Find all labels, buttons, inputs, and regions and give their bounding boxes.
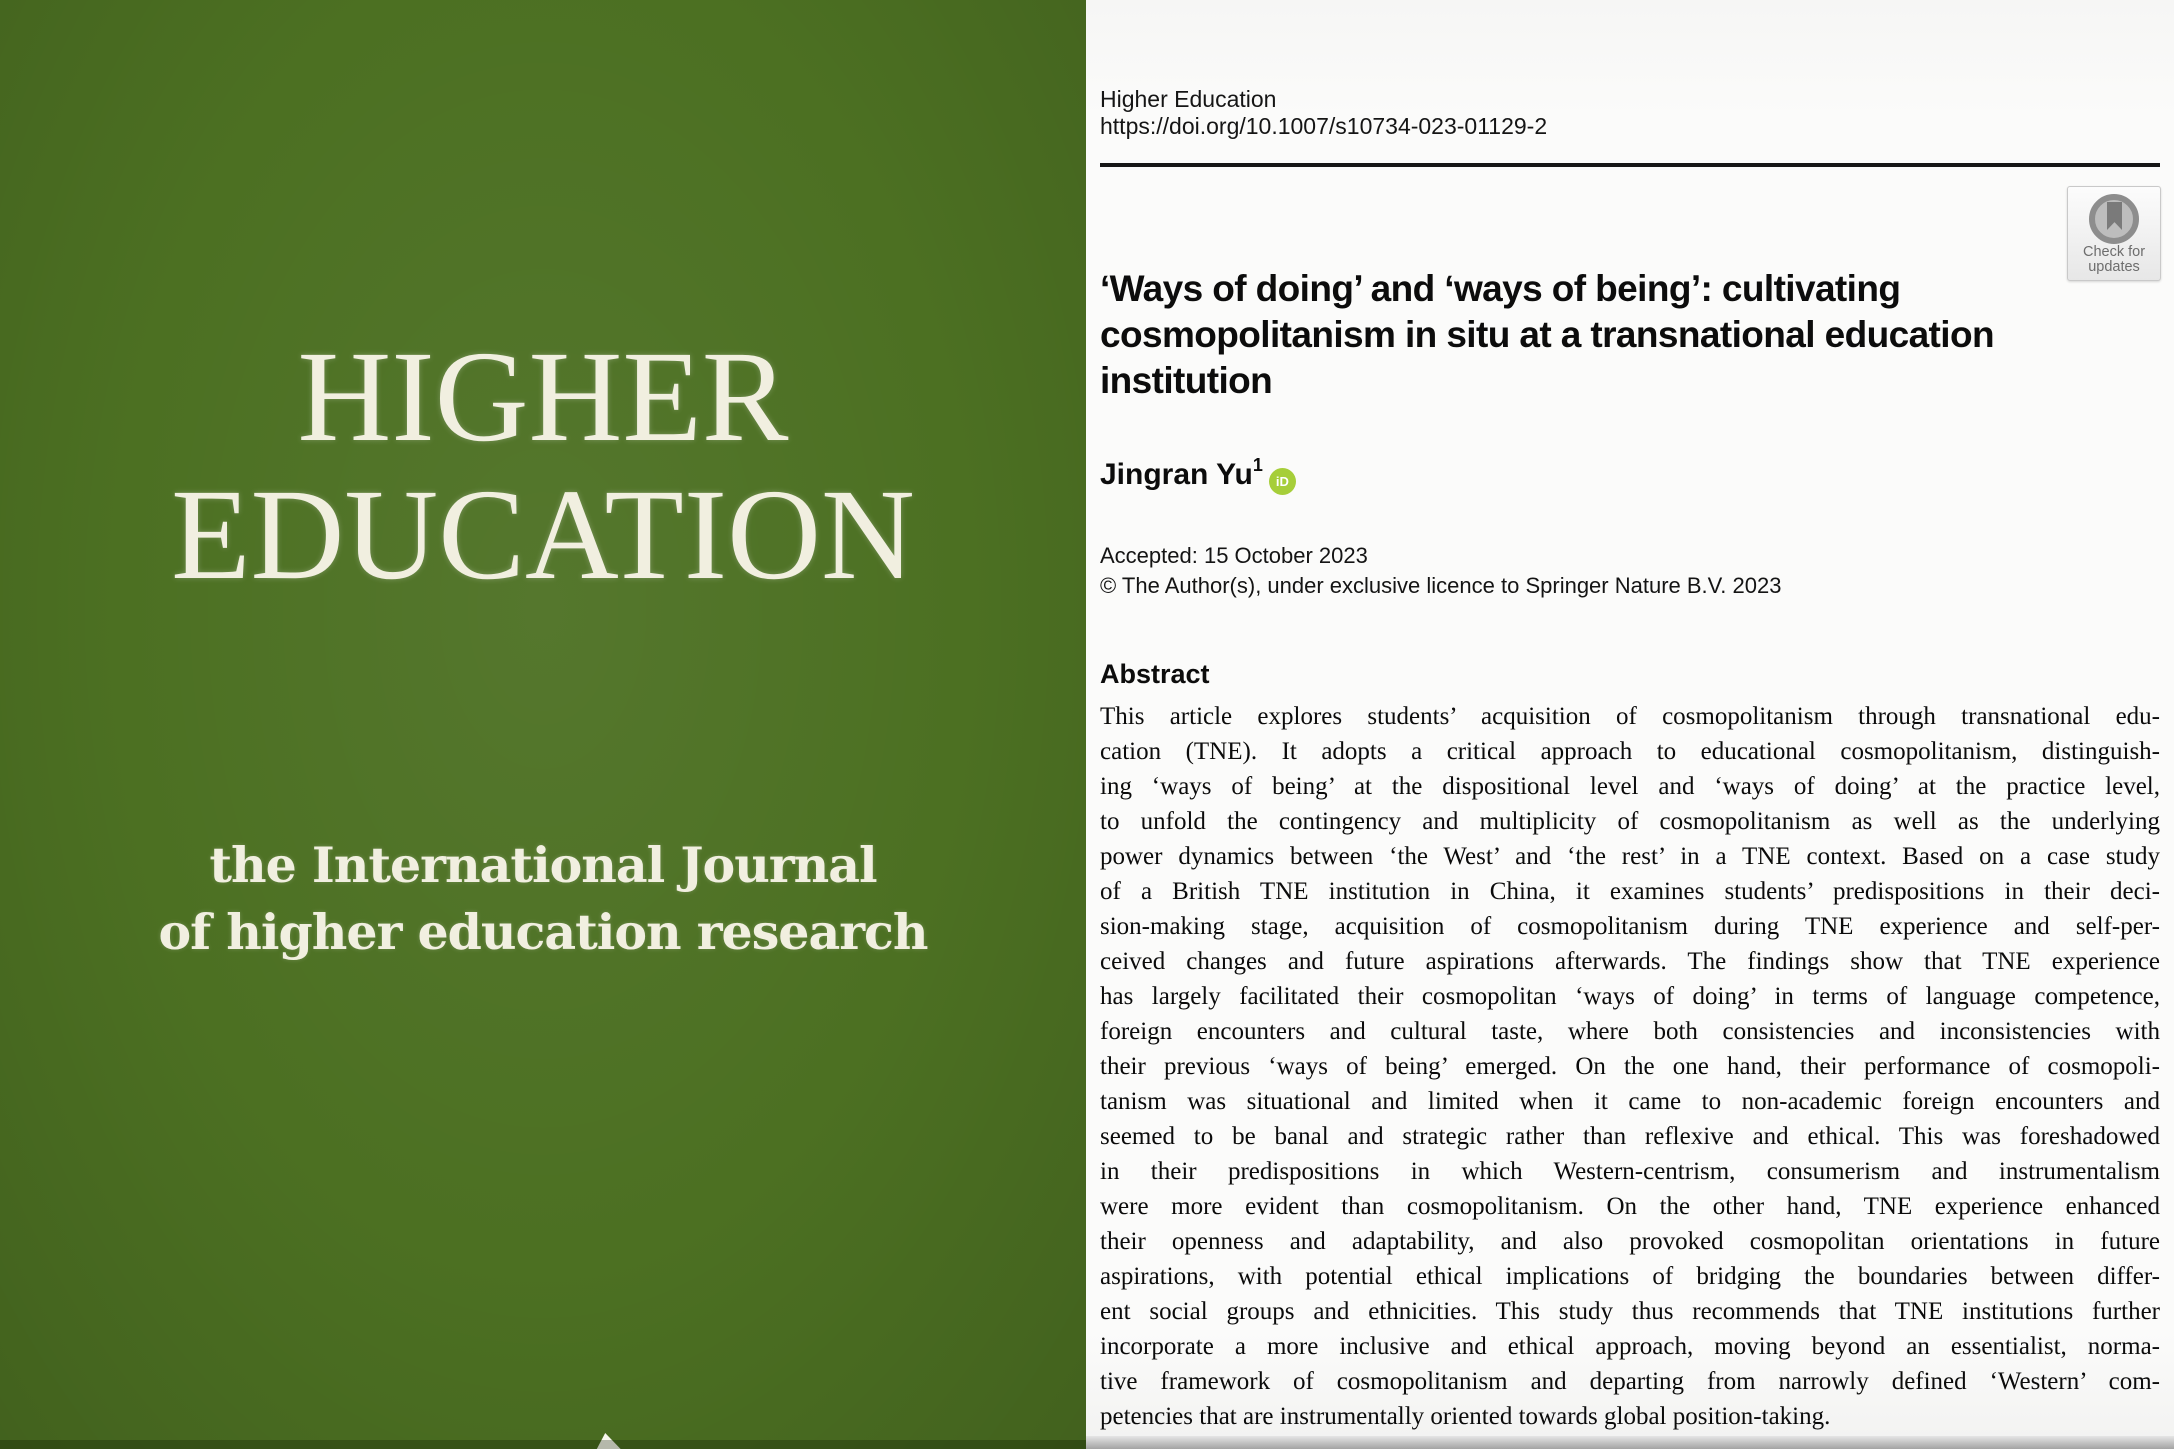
article-title-line2: cosmopolitanism in situ at a transnational education bbox=[1100, 314, 1994, 355]
window-bottom-edge bbox=[1086, 1436, 2174, 1449]
abstract-heading: Abstract bbox=[1100, 659, 1210, 689]
check-updates-label-line1: Check for bbox=[2082, 244, 2146, 260]
abstract-line: to unfold the contingency and multiplicity of cosmopolitanism as well as the underlying bbox=[1100, 808, 2160, 835]
accepted-date: Accepted: 15 October 2023 bbox=[1100, 543, 1368, 568]
article-page bbox=[1086, 0, 2174, 1449]
abstract-line: of a British TNE institution in China, it examines students’ predispositions in their deci- bbox=[1100, 878, 2160, 905]
header-rule bbox=[1100, 163, 2160, 167]
abstract-line: This article explores students’ acquisition of cosmopolitanism through transnational edu- bbox=[1100, 703, 2160, 730]
journal-cover-title bbox=[0, 325, 1086, 607]
running-head-journal-name: Higher Education bbox=[1100, 86, 1277, 112]
bookmark-ribbon-icon bbox=[2107, 202, 2122, 230]
abstract-line: ing ‘ways of being’ at the dispositional level and ‘ways of doing’ at the practice level, bbox=[1100, 773, 2160, 800]
journal-cover bbox=[0, 0, 1086, 1449]
check-updates-label-line2: updates bbox=[2088, 259, 2140, 275]
abstract-line: incorporate a more inclusive and ethical approach, moving beyond an essentialist, norma- bbox=[1100, 1333, 2160, 1360]
abstract-line: seemed to be banal and strategic rather than reflexive and ethical. This was foreshadowed bbox=[1100, 1123, 2160, 1150]
author-affiliation-superscript: 1 bbox=[1252, 455, 1263, 475]
journal-cover-title-line2: EDUCATION bbox=[171, 463, 915, 607]
article-title-line1: ‘Ways of doing’ and ‘ways of being’: cultivating bbox=[1100, 268, 1901, 309]
orcid-icon[interactable]: iD bbox=[1269, 468, 1296, 495]
abstract-line: foreign encounters and cultural taste, where both consistencies and inconsistencies with bbox=[1100, 1018, 2160, 1045]
abstract-line: petencies that are instrumentally oriented towards global position-taking. bbox=[1100, 1403, 1831, 1430]
article-title bbox=[1100, 266, 2162, 404]
doi-link[interactable]: https://doi.org/10.1007/s10734-023-01129-2 bbox=[1100, 113, 1548, 139]
author-name: Jingran Yu bbox=[1100, 458, 1253, 491]
abstract-line: cation (TNE). It adopts a critical approach to educational cosmopolitanism, distinguish- bbox=[1100, 738, 2160, 765]
journal-cover-subtitle-line1: the International Journal bbox=[209, 836, 877, 894]
article-title-line3: institution bbox=[1100, 360, 1273, 401]
journal-cover-subtitle bbox=[0, 832, 1086, 966]
abstract-line: were more evident than cosmopolitanism. On the other hand, TNE experience enhanced bbox=[1100, 1193, 2160, 1220]
abstract-line: power dynamics between ‘the West’ and ‘the rest’ in a TNE context. Based on a case study bbox=[1100, 843, 2160, 870]
abstract-line: aspirations, with potential ethical implications of bridging the boundaries between differ- bbox=[1100, 1263, 2160, 1290]
abstract-line: their openness and adaptability, and also provoked cosmopolitan orientations in future bbox=[1100, 1228, 2160, 1255]
abstract-line: ceived changes and future aspirations afterwards. The findings show that TNE experience bbox=[1100, 948, 2160, 975]
abstract-body bbox=[1100, 699, 2160, 1434]
mouse-cursor-icon bbox=[594, 1433, 622, 1449]
abstract-line: their previous ‘ways of being’ emerged. On the one hand, their performance of cosmopoli- bbox=[1100, 1053, 2160, 1080]
abstract-line: in their predispositions in which Western-centrism, consumerism and instrumentalism bbox=[1100, 1158, 2160, 1185]
abstract-line: ent social groups and ethnicities. This study thus recommends that TNE institutions further bbox=[1100, 1298, 2160, 1325]
check-updates-icon bbox=[2089, 194, 2139, 244]
abstract-line: tanism was situational and limited when it came to non-academic foreign encounters and bbox=[1100, 1088, 2160, 1115]
abstract-line: sion-making stage, acquisition of cosmopolitanism during TNE experience and self-per- bbox=[1100, 913, 2160, 940]
journal-cover-subtitle-line2: of higher education research bbox=[158, 903, 928, 961]
abstract-line: has largely facilitated their cosmopolitan ‘ways of doing’ in terms of language competence, bbox=[1100, 983, 2160, 1010]
journal-cover-title-line1: HIGHER bbox=[297, 325, 789, 469]
copyright-line: © The Author(s), under exclusive licence to Springer Nature B.V. 2023 bbox=[1100, 573, 1782, 598]
abstract-line: tive framework of cosmopolitanism and departing from narrowly defined ‘Western’ com- bbox=[1100, 1368, 2160, 1395]
author-row bbox=[1100, 455, 1296, 495]
